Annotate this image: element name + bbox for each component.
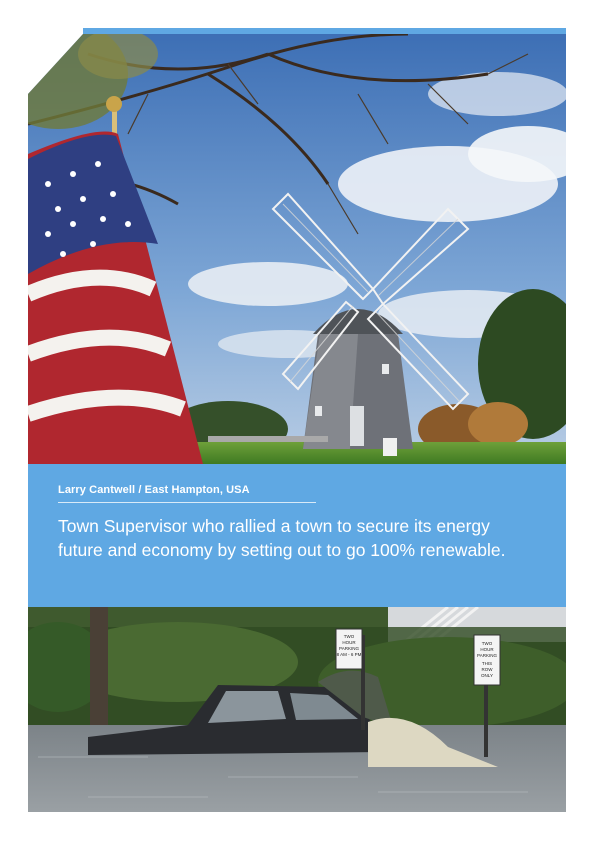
credit-line: Larry Cantwell / East Hampton, USA <box>58 484 250 496</box>
left-sign-line-4: 8 AM - 6 PM <box>336 652 362 657</box>
right-sign-line-5: ROW <box>481 667 493 672</box>
right-sign-line-3: PARKING <box>477 653 497 658</box>
flooded-street-photo <box>28 607 566 812</box>
right-sign-line-1: TWO <box>481 641 493 646</box>
windmill-photo <box>28 34 566 464</box>
credit-divider <box>58 502 316 503</box>
right-sign-line-2: HOUR <box>480 647 494 652</box>
top-accent-bar <box>83 28 566 34</box>
profile-caption <box>28 464 566 607</box>
right-sign-line-6: ONLY <box>481 673 493 678</box>
left-sign-line-2: HOUR <box>342 640 356 645</box>
profile-description: Town Supervisor who rallied a town to secure its energy future and economy by setting out to go 100% renewable. <box>58 516 506 560</box>
left-sign-line-3: PARKING <box>339 646 359 651</box>
right-sign-line-4: THIS <box>481 661 493 666</box>
left-sign-line-1: TWO <box>343 634 355 639</box>
